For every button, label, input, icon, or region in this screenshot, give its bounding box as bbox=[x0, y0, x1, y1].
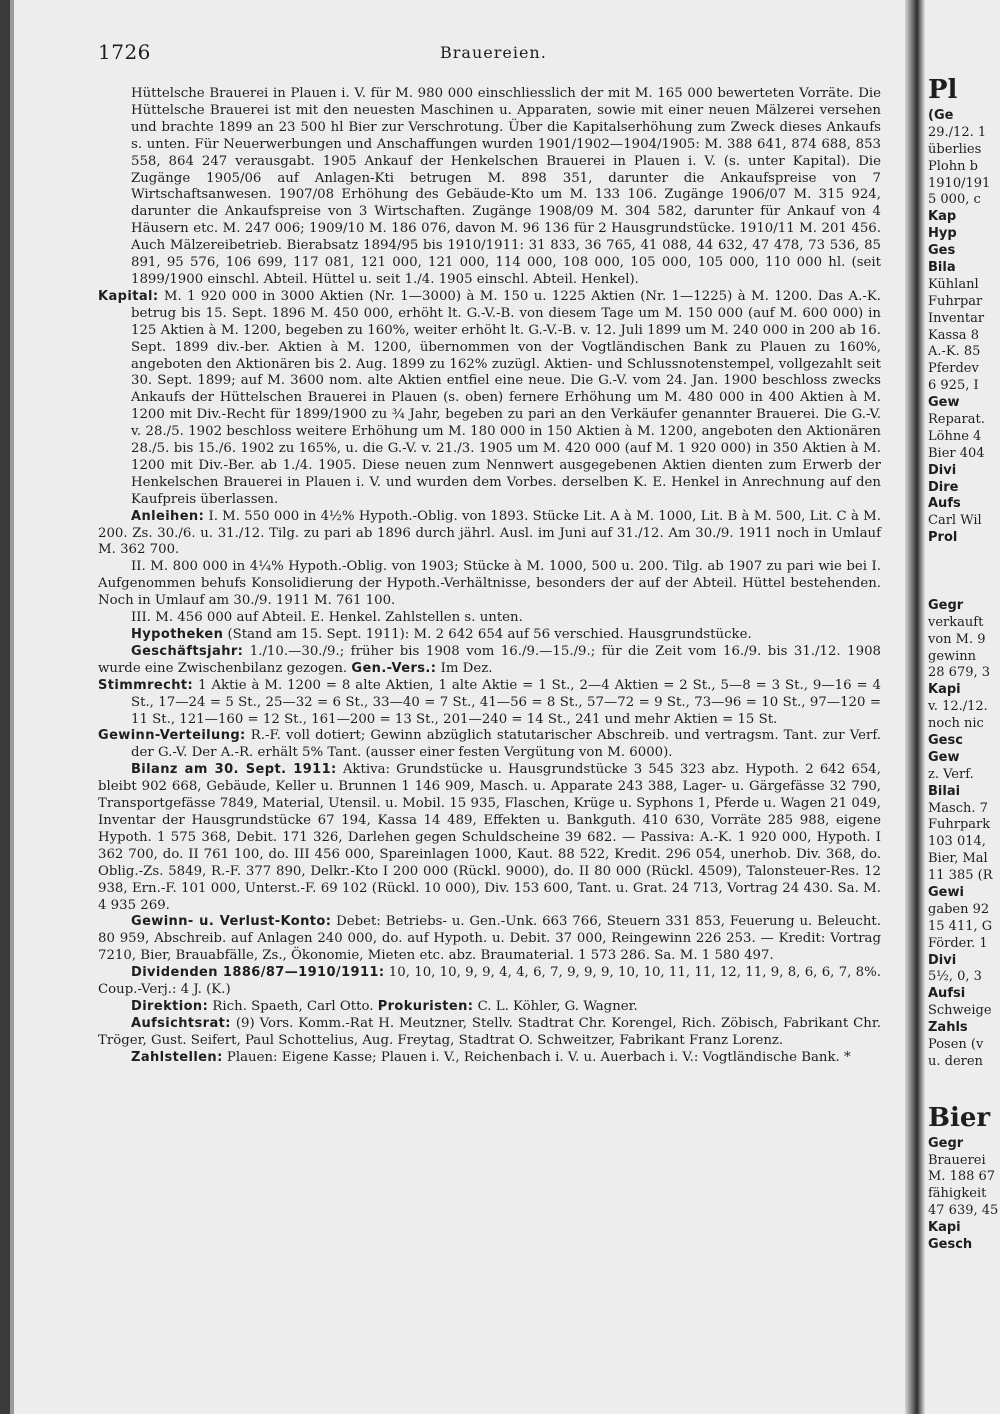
paragraph-text: R.-F. voll dotiert; Gewinn abzüglich statutarischer Abschreib. und vertragsm. Tant. zur Verf. der G.-V. Der A.-R. erhält 5% Tant. (ausser einer festen Vergütung von M. 6000). bbox=[131, 728, 882, 761]
adjacent-page-line: Gegr bbox=[928, 1135, 964, 1151]
adjacent-page-line: Gegr bbox=[928, 597, 964, 613]
adjacent-page-line: Bier 404 bbox=[928, 445, 985, 461]
adjacent-page-line: Fuhrpark bbox=[928, 817, 991, 833]
paragraph-label: Gewinn- u. Verlust-Konto: bbox=[131, 914, 332, 930]
adjacent-page-line: gaben 92 bbox=[928, 901, 990, 917]
adjacent-page-line bbox=[928, 1071, 1000, 1088]
paragraph-label: Dividenden 1886/87—1910/1911: bbox=[131, 965, 385, 981]
paragraph-text: III. M. 456 000 auf Abteil. E. Henkel. Zahlstellen s. unten. bbox=[131, 610, 523, 626]
adjacent-page-line: Reparat. bbox=[928, 412, 985, 428]
adjacent-page-line: A.-K. 85 bbox=[928, 344, 981, 360]
adjacent-page-line: z. Verf. bbox=[928, 766, 974, 782]
adjacent-page-line: Ges bbox=[928, 243, 956, 259]
paragraph-label: Gewinn-Verteilung: bbox=[98, 728, 246, 744]
adjacent-page-line: Divi bbox=[928, 462, 957, 478]
paragraph-label: Bilanz am 30. Sept. 1911: bbox=[131, 762, 337, 778]
main-text-column bbox=[98, 86, 881, 1067]
adjacent-page-line: Kap bbox=[928, 209, 957, 225]
adjacent-page-line: 5½, 0, 3 bbox=[928, 969, 982, 985]
adjacent-page-line: Aufs bbox=[928, 496, 961, 512]
paragraph-text: Plauen: Eigene Kasse; Plauen i. V., Reichenbach i. V. u. Auerbach i. V.: Vogtländische Bank. * bbox=[226, 1049, 851, 1065]
paragraph bbox=[98, 86, 881, 289]
adjacent-page-line: Kühlanl bbox=[928, 276, 979, 292]
adjacent-page-line: Brauerei bbox=[928, 1152, 986, 1168]
adjacent-page-line: 103 014, bbox=[928, 834, 986, 850]
paragraph bbox=[98, 1050, 881, 1067]
paragraph-label: Zahlstellen: bbox=[131, 1049, 223, 1065]
adjacent-page-line: Bilai bbox=[928, 783, 961, 799]
paragraph bbox=[98, 644, 881, 678]
paragraph bbox=[98, 559, 881, 610]
adjacent-page-line: 1910/191 bbox=[928, 175, 991, 191]
adjacent-page-line: 11 385 (R bbox=[928, 868, 993, 884]
adjacent-page-line: 6 925, I bbox=[928, 378, 979, 394]
adjacent-page-line: u. deren bbox=[928, 1053, 983, 1069]
paragraph-text: (Stand am 15. Sept. 1911): M. 2 642 654 auf 56 verschied. Hausgrundstücke. bbox=[227, 627, 752, 642]
adjacent-page-line: gewinn bbox=[928, 648, 977, 664]
adjacent-page-line: Gew bbox=[928, 749, 960, 765]
adjacent-page-line: Schweige bbox=[928, 1003, 992, 1019]
adjacent-page-line: verkauft bbox=[928, 614, 984, 630]
paragraph-text: II. M. 800 000 in 4¼% Hypoth.-Oblig. von 1903; Stücke à M. 1000, 500 u. 200. Tilg. ab 1907 zu pari wie bei I. Aufgenommen behufs Konsolidierung der Hypoth.-Verhältnisse, besonders der auf der Abteil. Hüttel bestehenden. Noch in Umlauf am 30./9. 1911 M. 761 100. bbox=[98, 559, 881, 609]
adjacent-page-line: Fuhrpar bbox=[928, 293, 983, 309]
adjacent-page-line: Prol bbox=[928, 530, 958, 546]
paragraph bbox=[98, 678, 881, 729]
paragraph bbox=[98, 509, 881, 560]
adjacent-page-line: Divi bbox=[928, 952, 957, 968]
paragraph bbox=[98, 627, 881, 644]
paragraph-label: Gen.-Vers.: bbox=[351, 660, 437, 676]
page-edge-shadow bbox=[10, 0, 14, 1414]
adjacent-page-line: Gesc bbox=[928, 732, 963, 748]
adjacent-page-line: Plohn b bbox=[928, 158, 978, 174]
adjacent-page-line: überlies bbox=[928, 141, 982, 157]
paragraph bbox=[98, 610, 881, 627]
adjacent-page-line: Hyp bbox=[928, 226, 957, 242]
adjacent-page-line: fähigkeit bbox=[928, 1186, 987, 1202]
adjacent-page-line: M. 188 67 bbox=[928, 1169, 996, 1185]
paragraph-text: Rich. Spaeth, Carl Otto. bbox=[212, 998, 374, 1014]
adjacent-page-line bbox=[928, 547, 1000, 564]
paragraph bbox=[98, 999, 881, 1016]
paragraph-text: Debet: Betriebs- u. Gen.-Unk. 663 766, Steuern 331 853, Feuerung u. Beleucht. 80 959, Abschreib. auf Anlagen 240 000, do. auf Hypoth. u. Debit. 37 000, Reingewinn 226 253. — Kredit: Vortrag 7210, Bier, Brauabfälle, Zs., Ökonomie, Mieten etc. abz. Braumaterial. 1 573 286. Sa. M. 1 580 497. bbox=[98, 914, 881, 964]
paragraph-text: Hüttelsche Brauerei in Plauen i. V. für M. 980 000 einschliesslich der mit M. 165 000 bewerteten Vorräte. Die Hüttelsche Brauerei ist mit den neuesten Maschinen u. Apparaten, sowie mit einer neuen Mälzerei versehen und brachte 1899 an 23 500 hl Bier zur Verschrotung. Über die Kapitalserhöhung zum Zweck dieses Ankaufs s. unten. Für Neuerwerbungen und Anschaffungen wurden 1901/1902—1904/1905: M. 388 641, 874 688, 853 558, 864 247 verausgabt. 1905 Ankauf der Henkelschen Brauerei in Plauen i. V. (s. unter Kapital). Die Zugänge 1905/06 auf Anlagen-Kti betrugen M. 898 351, darunter die Ankaufspreise von 7 Wirtschaftsanwesen. 1907/08 Erhöhung des Gebäude-Kto um M. 133 106. Zugänge 1906/07 M. 315 924, darunter die Ankaufspreise von 3 Wirtschaften. Zugänge 1908/09 M. 304 582, darunter für Ankauf von 4 Häusern etc. M. 247 006; 1909/10 M. 186 076, davon M. 96 136 für 2 Hausgrundstücke. 1910/11 M. 201 456. Auch Mälzereibetrieb. Bierabsatz 1894/95 bis 1910/1911: 31 833, 36 765, 41 088, 44 632, 47 478, 73 536, 85 891, 95 576, 106 699, 117 081, 121 000, 121 000, 114 000, 108 000, 105 000, 105 000, 110 000 hl. (seit 1899/1900 einschl. Abteil. Hüttel u. seit 1./4. 1905 einschl. Abteil. Henkel). bbox=[131, 86, 881, 287]
running-header: Brauereien. bbox=[440, 43, 547, 62]
paragraph bbox=[98, 762, 881, 914]
paragraph-label: Prokuristen: bbox=[377, 998, 474, 1014]
adjacent-page-line: Posen (v bbox=[928, 1036, 984, 1052]
paragraph-text: 1 Aktie à M. 1200 = 8 alte Aktien, 1 alte Aktie = 1 St., 2—4 Aktien = 2 St., 5—8 = 3 St., 9—16 = 4 St., 17—24 = 5 St., 25—32 = 6 St., 33—40 = 7 St., 41—56 = 8 St., 57—72 = 9 St., 73—96 = 10 St., 97—120 = 11 St., 121—160 = 12 St., 161—200 = 13 St., 201—240 = 14 St., 241 und mehr Aktien = 15 St. bbox=[131, 677, 881, 727]
adjacent-page-line: 5 000, c bbox=[928, 192, 981, 208]
paragraph-text: 1./10.—30./9.; früher bis 1908 vom 16./9.—15./9.; für die Zeit vom 16./9. bis 31./12. 1908 wurde eine Zwischenbilanz gezogen. bbox=[98, 643, 881, 676]
paragraph-text: 10, 10, 10, 9, 9, 4, 4, 6, 7, 9, 9, 9, 10, 10, 11, 11, 12, 11, 9, 8, 6, 6, 7, 8%. Coup.-Verj.: 4 J. (K.) bbox=[98, 965, 882, 998]
adjacent-page-line: Aufsi bbox=[928, 986, 966, 1002]
adjacent-page-line: (Ge bbox=[928, 108, 954, 123]
adjacent-page-line: 29./12. 1 bbox=[928, 124, 987, 140]
paragraph-label: Aufsichtsrat: bbox=[131, 1015, 231, 1031]
paragraph-text: Aktiva: Grundstücke u. Hausgrundstücke 3 545 323 abz. Hypoth. 2 642 654, bleibt 902 668, Gebäude, Keller u. Brunnen 1 146 909, Masch. u. Apparate 243 388, Lager- u. Gärgefässe 32 790, Transportgefässe 7849, Material, Utensil. u. Mobil. 15 935, Flaschen, Krüge u. Syphons 1, Pferde u. Wagen 21 049, Inventar der Hausgrundstücke 67 194, Kassa 14 489, Effekten u. Bankguth. 410 630, Vorräte 285 988, eigene Hypoth. 1 575 368, Debit. 171 326, Darlehen gegen Schuldscheine 39 682. — Passiva: A.-K. 1 920 000, Hypoth. I 362 700, do. II 761 100, do. III 456 000, Spareinlagen 1000, Kaut. 88 522, Kredit. 296 054, unerhob. Div. 368, do. Oblig.-Zs. 5849, R.-F. 377 890, Delkr.-Kto I 200 000 (Rückl. 9000), do. II 80 000 (Rückl. 4509), Talonsteuer-Res. 12 938, Ern.-F. 101 000, Unterst.-F. 69 102 (Rückl. 10 000), Div. 153 600, Tant. u. Grat. 24 713, Vortrag 24 430. Sa. M. 4 935 269. bbox=[98, 762, 881, 913]
adjacent-page-line: noch nic bbox=[928, 716, 984, 732]
paragraph-text: (9) Vors. Komm.-Rat H. Meutzner, Stellv. Stadtrat Chr. Korengel, Rich. Zöbisch, Fabrikant Chr. Tröger, Gust. Seifert, Paul Schottelius, Aug. Freytag, Stadtrat O. Schweitzer, Fabrikant Franz Lorenz. bbox=[98, 1015, 881, 1048]
adjacent-page-line: Bier, Mal bbox=[928, 851, 988, 867]
adjacent-page-line: Kapi bbox=[928, 1220, 961, 1236]
adjacent-page-line: Pferdev bbox=[928, 361, 979, 377]
adjacent-page-line: Dire bbox=[928, 479, 959, 495]
adjacent-page-line: Kassa 8 bbox=[928, 327, 979, 343]
book-gutter bbox=[905, 0, 925, 1414]
adjacent-page-line: Löhne 4 bbox=[928, 428, 982, 444]
paragraph-text: I. M. 550 000 in 4½% Hypoth.-Oblig. von 1893. Stücke Lit. A à M. 1000, Lit. B à M. 500, Lit. C à M. 200. Zs. 30./6. u. 31./12. Tilg. zu pari ab 1896 durch jährl. Ausl. im Juni auf 31./12. Am 30./9. 1911 noch in Umlauf M. 362 700. bbox=[98, 508, 882, 558]
adjacent-page-line: Masch. 7 bbox=[928, 800, 988, 816]
adjacent-page-line: Bila bbox=[928, 260, 956, 276]
page-edge-left bbox=[0, 0, 10, 1414]
paragraph-label: Stimmrecht: bbox=[98, 677, 194, 693]
adjacent-page-line: von M. 9 bbox=[928, 631, 986, 647]
paragraph-text: M. 1 920 000 in 3000 Aktien (Nr. 1—3000) à M. 150 u. 1225 Aktien (Nr. 1—1225) à M. 1200. Das A.-K. betrug bis 15. Sept. 1896 M. 450 000, erhöht lt. G.-V.-B. von diesem Tage um M. 150 000 (auf M. 600 000) in 125 Aktien à M. 1200, begeben zu 160%, weiter erhöht lt. G.-V.-B. v. 12. Juli 1899 um M. 240 000 in 200 ab 16. Sept. 1899 div.-ber. Aktien à M. 1200, übernommen von der Vogtländischen Bank zu Plauen zu 160%, angeboten den Aktionären bis 2. Aug. 1899 zu 162% zuzügl. Aktien- und Schlussnotenstempel, vollgezahlt seit 30. Sept. 1899; auf M. 3600 nom. alte Aktien entfiel eine neue. Die G.-V. vom 24. Jan. 1900 beschloss zwecks Ankaufs der Hüttelschen Brauerei in Plauen (s. oben) fernere Erhöhung um M. 480 000 in 400 Aktien à M. 1200 mit Div.-Recht für 1899/1900 zu ¾ Jahr, begeben zu pari an den Verkäufer genannter Brauerei. Die G.-V. v. 28./5. 1902 beschloss weitere Erhöhung um M. 180 000 in 150 Aktien à M. 1200, angeboten den Aktionären 28./5. bis 15./6. 1902 zu 165%, u. die G.-V. v. 21./3. 1905 um M. 420 000 (auf M. 1 920 000) in 350 Aktien à M. 1200 mit Div.-Ber. ab 1./4. 1905. Diese neuen zum Nennwert ausgegebenen Aktien dienten zum Erwerb der Henkelschen Brauerei in Plauen i. V. und wurden dem Vorbes. derselben K. E. Henkel in Anrechnung auf den Kaufpreis überlassen. bbox=[131, 288, 881, 507]
paragraph-text: Im Dez. bbox=[440, 660, 493, 676]
paragraph-label: Direktion: bbox=[131, 998, 209, 1014]
paragraph bbox=[98, 1016, 881, 1050]
adjacent-page-line: Gew bbox=[928, 395, 960, 411]
paragraph bbox=[98, 728, 881, 762]
adjacent-page-line: Zahls bbox=[928, 1020, 968, 1036]
adjacent-page-column bbox=[928, 60, 1000, 1414]
adjacent-page-line: Bier bbox=[928, 1102, 991, 1133]
adjacent-page-line: Kapi bbox=[928, 682, 961, 698]
paragraph-label: Hypotheken bbox=[131, 627, 224, 642]
paragraph-label: Geschäftsjahr: bbox=[131, 643, 244, 659]
adjacent-page-line: Pl bbox=[928, 75, 958, 105]
page-number: 1726 bbox=[98, 40, 151, 64]
paragraph bbox=[98, 914, 881, 965]
adjacent-page-line bbox=[928, 564, 1000, 581]
adjacent-page-line: Inventar bbox=[928, 310, 985, 326]
adjacent-page-line: Gesch bbox=[928, 1237, 973, 1252]
adjacent-page-line: Carl Wil bbox=[928, 513, 982, 529]
paragraph-label: Kapital: bbox=[98, 288, 159, 304]
paragraph bbox=[98, 965, 881, 999]
adjacent-page-line: Gewi bbox=[928, 884, 964, 900]
adjacent-page-line bbox=[928, 581, 1000, 598]
adjacent-page-line: 15 411, G bbox=[928, 918, 993, 934]
adjacent-page-line: 47 639, 45 bbox=[928, 1203, 999, 1219]
paragraph bbox=[98, 289, 881, 509]
adjacent-page-line: v. 12./12. bbox=[928, 699, 988, 715]
paragraph-text: C. L. Köhler, G. Wagner. bbox=[477, 998, 638, 1014]
adjacent-page-line: 28 679, 3 bbox=[928, 665, 991, 681]
paragraph-label: Anleihen: bbox=[131, 508, 205, 524]
adjacent-page-line: Förder. 1 bbox=[928, 935, 988, 951]
